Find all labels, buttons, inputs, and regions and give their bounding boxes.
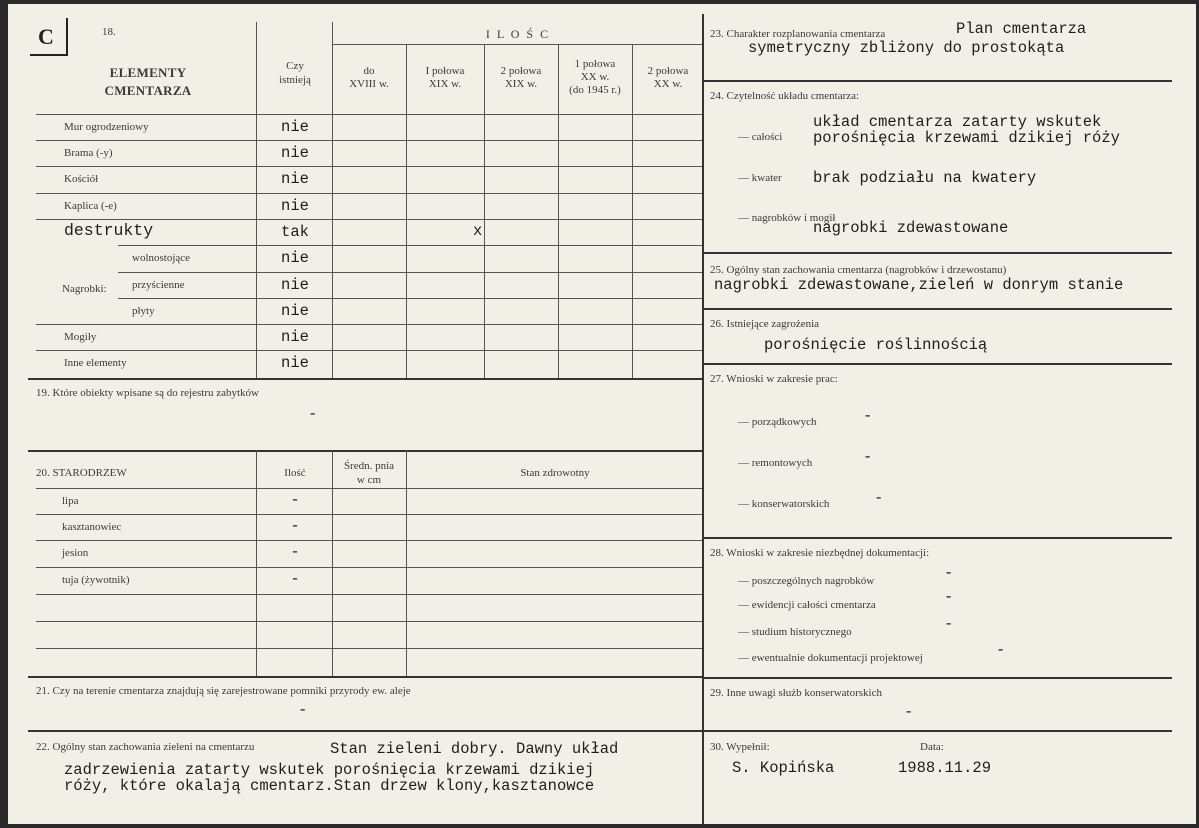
docs-item-value: - [944, 615, 954, 633]
works-item-label: — porządkowych [738, 416, 817, 428]
s20-label: 20. STARODRZEW [36, 467, 127, 479]
element-exists-value: nie [281, 197, 309, 215]
rule-line [702, 730, 1172, 732]
docs-item-label: — ewidencji całości cmentarza [738, 599, 876, 611]
rule-line [702, 677, 1172, 679]
rule-line [28, 730, 702, 732]
docs-item-label: — poszczególnych nagrobków [738, 575, 875, 587]
period-header-line3: (do 1945 r.) [569, 84, 621, 96]
period-header-line2: XX w. [580, 71, 610, 83]
rule-line [28, 378, 702, 380]
period-header-line2: XX w. [653, 78, 683, 90]
works-item-value: - [863, 448, 873, 466]
s27-label: 27. Wnioski w zakresie prac: [710, 373, 838, 385]
element-exists-value: nie [281, 328, 309, 346]
element-label: przyścienne [132, 279, 185, 291]
s23-text-line1: Plan cmentarza [956, 20, 1087, 38]
rule-line [118, 298, 702, 299]
element-label: Mogiły [64, 331, 97, 343]
element-label: Brama (-y) [64, 147, 113, 159]
s18-title-line2: CMENTARZA [104, 83, 192, 98]
rule-line [36, 567, 702, 568]
s25-label: 25. Ogólny stan zachowania cmentarza (nagrobków i drzewostanu) [710, 264, 1007, 276]
element-exists-value: nie [281, 276, 309, 294]
rule-line [36, 193, 702, 194]
period-header-line2: XVIII w. [349, 78, 389, 90]
rule-line [558, 44, 559, 378]
s19-label: 19. Które obiekty wpisane są do rejestru zabytków [36, 387, 259, 399]
s21-label: 21. Czy na terenie cmentarza znajdują się zarejestrowane pomniki przyrody ew. aleje [36, 685, 411, 697]
element-label: Kościół [64, 173, 99, 185]
rule-line [702, 14, 704, 824]
s29-value: - [904, 703, 914, 721]
rule-line [118, 272, 702, 273]
rule-line [36, 488, 702, 489]
rule-line [36, 166, 702, 167]
s26-label: 26. Istniejące zagrożenia [710, 318, 820, 330]
rule-line [36, 350, 702, 351]
s29-label: 29. Inne uwagi służb konserwatorskich [710, 687, 882, 699]
tree-count: - [290, 570, 300, 588]
element-label: wolnostojące [132, 252, 191, 264]
s22-label: 22. Ogólny stan zachowania zieleni na cmentarzu [36, 741, 255, 753]
s24-label: 24. Czytelność układu cmentarza: [710, 90, 860, 102]
tree-name: tuja (żywotnik) [62, 574, 130, 586]
rule-line [28, 450, 702, 452]
s28-label: 28. Wnioski w zakresie niezbędnej dokumentacji: [710, 547, 930, 559]
rule-line [36, 594, 702, 595]
s30-name: S. Kopińska [732, 759, 835, 777]
section-letter-box [30, 18, 68, 56]
s24-nagrobkow-label: — nagrobków i mogił [738, 212, 836, 224]
tree-count: - [290, 491, 300, 509]
s22-text-line2: zadrzewienia zatarty wskutek porośnięcia krzewami dzikiej [64, 761, 595, 779]
s23-label: 23. Charakter rozplanowania cmentarza [710, 28, 886, 40]
docs-item-value: - [944, 564, 954, 582]
docs-item-label: — studium historycznego [738, 626, 852, 638]
rule-line [36, 540, 702, 541]
period-header-line1: 2 połowa [500, 65, 542, 77]
period-header-line1: 2 połowa [647, 65, 689, 77]
element-exists-value: nie [281, 170, 309, 188]
rule-line [332, 44, 702, 45]
s24-nagrobkow-value: nagrobki zdewastowane [813, 219, 1009, 237]
s24-kwater-label: — kwater [738, 172, 782, 184]
period-mark: x [473, 222, 483, 240]
s30-date: 1988.11.29 [898, 759, 992, 777]
s30-date-label: Data: [920, 741, 944, 753]
rule-line [702, 537, 1172, 539]
rule-line [36, 648, 702, 649]
tree-count: - [290, 517, 300, 535]
s20-ilosc-header: Ilość [284, 467, 306, 479]
s24-kwater-value: brak podziału na kwatery [813, 169, 1037, 187]
tree-name: jesion [62, 547, 89, 559]
period-header-line1: 1 połowa [574, 58, 616, 70]
period-header-line2: XIX w. [428, 78, 462, 90]
rule-line [256, 450, 257, 676]
rule-line [36, 140, 702, 141]
s24-calosci-label: — całości [738, 131, 783, 143]
rule-line [36, 324, 702, 325]
element-exists-value: nie [281, 354, 309, 372]
rule-line [406, 450, 407, 676]
element-exists-value: nie [281, 302, 309, 320]
s18-title-line1: ELEMENTY [109, 65, 187, 80]
element-exists-value: tak [281, 223, 309, 241]
element-label: płyty [132, 305, 155, 317]
s30-label: 30. Wypełnił: [710, 741, 770, 753]
rule-line [118, 245, 702, 246]
rule-line [36, 514, 702, 515]
s22-text-line1: Stan zieleni dobry. Dawny układ [330, 740, 619, 758]
period-header-line2: XIX w. [504, 78, 538, 90]
s24-calosci-line1: układ cmentarza zatarty wskutek [813, 113, 1102, 131]
czy-header-line2: istnieją [279, 74, 311, 86]
works-item-value: - [874, 489, 884, 507]
rule-line [702, 80, 1172, 82]
element-exists-value: nie [281, 249, 309, 267]
ilosc-header: I L O Ś C [485, 27, 551, 41]
works-item-label: — remontowych [738, 457, 813, 469]
s20-stan-header: Stan zdrowotny [520, 467, 590, 479]
s23-text-line2: symetryczny zbliżony do prostokąta [748, 39, 1065, 57]
nagrobki-label: Nagrobki: [62, 283, 107, 295]
rule-line [332, 450, 333, 676]
s21-value: - [298, 701, 308, 719]
rule-line [702, 363, 1172, 365]
form-card [8, 4, 1196, 824]
element-exists-value: nie [281, 118, 309, 136]
rule-line [484, 44, 485, 378]
s20-sredn-line1: Średn. pnia [343, 460, 395, 472]
element-label: Mur ogrodzeniowy [64, 121, 149, 133]
czy-header-line1: Czy [286, 60, 304, 72]
rule-line [36, 114, 702, 115]
rule-line [702, 252, 1172, 254]
period-header-line1: I połowa [425, 65, 465, 77]
s26-value: porośnięcie roślinnością [764, 336, 988, 354]
docs-item-value: - [996, 641, 1006, 659]
rule-line [36, 621, 702, 622]
period-header-line1: do [363, 65, 375, 77]
element-exists-value: nie [281, 144, 309, 162]
element-label: Inne elementy [64, 357, 127, 369]
rule-line [632, 44, 633, 378]
rule-line [406, 44, 407, 378]
section-letter: C [38, 24, 54, 49]
docs-item-value: - [944, 588, 954, 606]
tree-name: kasztanowiec [62, 521, 122, 533]
s20-sredn-line2: w cm [356, 474, 382, 486]
element-label: Kaplica (-e) [64, 200, 117, 212]
tree-count: - [290, 543, 300, 561]
s25-value: nagrobki zdewastowane,zieleń w donrym stanie [714, 276, 1124, 294]
s18-number: 18. [102, 26, 116, 38]
tree-name: lipa [62, 495, 79, 507]
s22-text-line3: róży, które okalają cmentarz.Stan drzew klony,kasztanowce [64, 777, 595, 795]
s24-calosci-line2: porośnięcia krzewami dzikiej róży [813, 129, 1120, 147]
rule-line [36, 219, 702, 220]
works-item-value: - [863, 407, 873, 425]
rule-line [702, 308, 1172, 310]
element-label: destrukty [64, 221, 154, 240]
s19-value: - [308, 405, 318, 423]
works-item-label: — konserwatorskich [738, 498, 830, 510]
docs-item-label: — ewentualnie dokumentacji projektowej [738, 652, 923, 664]
rule-line [28, 676, 702, 678]
